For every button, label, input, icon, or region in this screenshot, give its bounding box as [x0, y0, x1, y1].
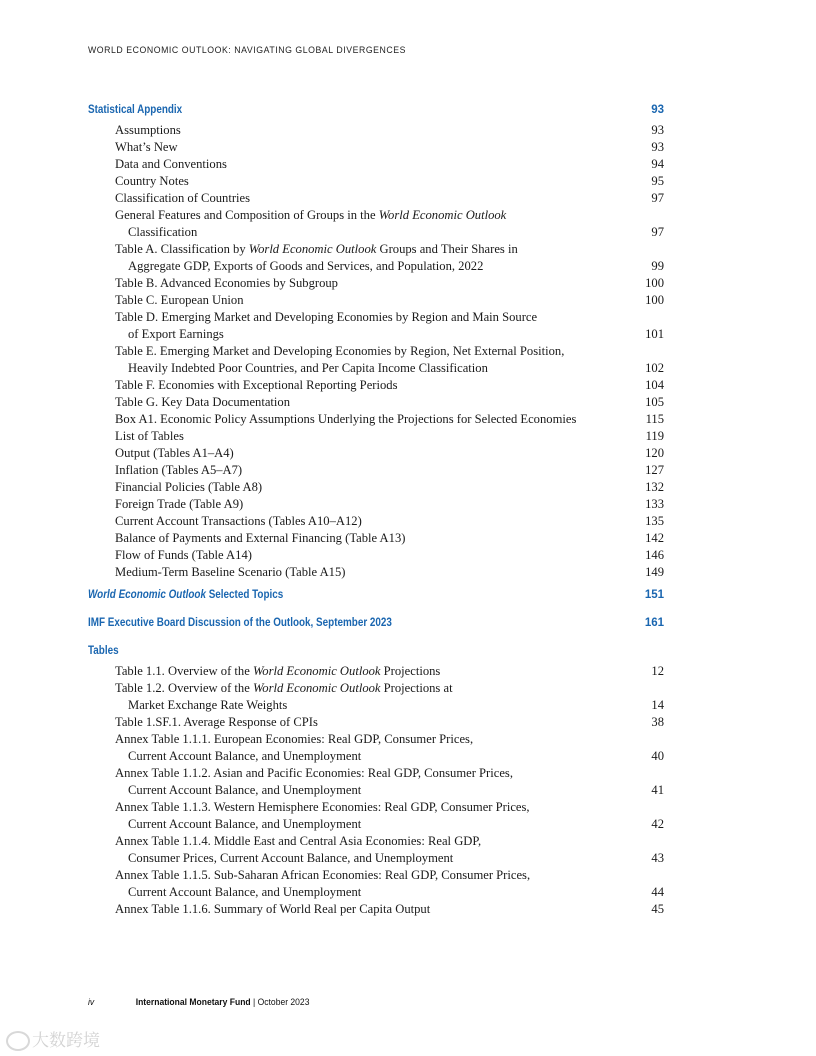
toc-entry-page-number: 94 [651, 157, 664, 171]
toc-entry-page-number: 120 [645, 446, 664, 460]
toc-entry-continuation: Market Exchange Rate Weights [128, 698, 288, 712]
toc-entry-text [115, 547, 624, 564]
toc-entry-text [115, 680, 624, 714]
running-head: WORLD ECONOMIC OUTLOOK: NAVIGATING GLOBAL DIVERGENCES [88, 45, 407, 56]
toc-entry-text [115, 663, 624, 680]
toc-entry-text [115, 462, 624, 479]
toc-entry-continuation: of Export Earnings [128, 327, 224, 341]
toc-entry-text [115, 867, 624, 901]
toc-entry-line [115, 663, 584, 680]
toc-entry[interactable] [88, 275, 664, 292]
toc-entry-continuation: Consumer Prices, Current Account Balance, and Unemployment [128, 851, 454, 865]
toc-entry[interactable] [88, 547, 664, 564]
toc-entry-text [115, 564, 624, 581]
toc-entry-page-number: 104 [645, 378, 664, 392]
toc-entry-text [115, 833, 624, 867]
toc-entry-continuation: Current Account Balance, and Unemployment [128, 749, 362, 763]
toc-entry[interactable] [88, 663, 664, 680]
toc-entry[interactable] [88, 799, 664, 833]
toc-entry-line: Table E. Emerging Market and Developing Economies by Region, Net External Position, [115, 344, 565, 358]
toc-entry[interactable] [88, 292, 664, 309]
toc-entry-line: Annex Table 1.1.5. Sub-Saharan African Economies: Real GDP, Consumer Prices, [115, 868, 531, 882]
toc-entry-page-number: 135 [645, 514, 664, 528]
toc-entry[interactable] [88, 680, 664, 714]
toc-entry-text [115, 496, 624, 513]
toc-entry[interactable] [88, 564, 664, 581]
toc-entry-text [115, 309, 624, 343]
toc-entry-page-number: 101 [645, 327, 664, 341]
toc-entry-line: Country Notes [115, 174, 189, 188]
toc-entry[interactable] [88, 394, 664, 411]
toc-entry[interactable] [88, 867, 664, 901]
watermark-logo-icon [6, 1031, 30, 1051]
page-footer [88, 997, 309, 1008]
toc-entry-text [115, 428, 624, 445]
statistical-appendix-entries [88, 122, 664, 581]
toc-entry-text [115, 530, 624, 547]
toc-entry-text [115, 207, 624, 241]
toc-entry-line: List of Tables [115, 429, 184, 443]
toc-entry-text [115, 714, 624, 731]
toc-entry-page-number: 149 [645, 565, 664, 579]
toc-entry-line: Data and Conventions [115, 157, 227, 171]
toc-entry-text [115, 190, 624, 207]
toc-entry-text [115, 343, 624, 377]
section-page-number: 161 [644, 617, 664, 629]
toc-entry[interactable] [88, 901, 664, 918]
toc-entry-text [115, 731, 624, 765]
toc-entry-line [115, 680, 584, 697]
toc-entry-page-number: 45 [651, 902, 664, 916]
toc-entry[interactable] [88, 343, 664, 377]
toc-entry-continuation: Current Account Balance, and Unemployment [128, 885, 362, 899]
section-heading-statistical-appendix[interactable] [88, 100, 664, 120]
toc-entry[interactable] [88, 513, 664, 530]
toc-entry-text [115, 799, 624, 833]
toc-entry-continuation: Classification [128, 225, 198, 239]
toc-entry[interactable] [88, 122, 664, 139]
section-title: Statistical Appendix [88, 104, 183, 116]
toc-entry-page-number: 93 [651, 140, 664, 154]
toc-entry-page-number: 95 [651, 174, 664, 188]
toc-entry-page-number: 132 [645, 480, 664, 494]
toc-entry[interactable] [88, 530, 664, 547]
toc-entry[interactable] [88, 731, 664, 765]
toc-entry-page-number: 133 [645, 497, 664, 511]
toc-entry-page-number: 97 [651, 191, 664, 205]
toc-entry-line: What’s New [115, 140, 178, 154]
toc-entry-line: Box A1. Economic Policy Assumptions Underlying the Projections for Selected Economies [115, 412, 577, 426]
section-heading-board-discussion[interactable] [88, 613, 664, 633]
toc-entry-page-number: 100 [645, 293, 664, 307]
toc-entry[interactable] [88, 411, 664, 428]
toc-entry-text-part: Projections at [380, 681, 453, 695]
toc-entry-page-number: 102 [645, 361, 664, 375]
toc-entry-text [115, 156, 624, 173]
toc-entry-line: Table G. Key Data Documentation [115, 395, 291, 409]
toc-entry-line: Annex Table 1.1.3. Western Hemisphere Economies: Real GDP, Consumer Prices, [115, 800, 530, 814]
toc-entry-page-number: 41 [651, 783, 664, 797]
toc-entry-page-number: 97 [651, 225, 664, 239]
toc-entry-line: Annex Table 1.1.2. Asian and Pacific Economies: Real GDP, Consumer Prices, [115, 766, 513, 780]
toc-entry-line: Table D. Emerging Market and Developing Economies by Region and Main Source [115, 310, 538, 324]
toc-entry-line: Flow of Funds (Table A14) [115, 548, 252, 562]
toc-entry-text-part: Table 1.1. Overview of the [115, 664, 253, 678]
toc-entry-text [115, 765, 624, 799]
page-folio: iv [88, 997, 95, 1008]
toc-entry[interactable] [88, 765, 664, 799]
section-title-rest: Selected Topics [205, 589, 284, 601]
section-title [88, 585, 283, 605]
toc-entry-text [115, 394, 624, 411]
section-title: Tables [88, 645, 119, 657]
toc-entry-page-number: 38 [651, 715, 664, 729]
toc-entry-text [115, 411, 624, 428]
toc-entry[interactable] [88, 173, 664, 190]
toc-entry-text [115, 241, 624, 275]
toc-entry-italic-title: World Economic Outlook [248, 242, 377, 256]
toc-entry-text-part: Projections [380, 664, 441, 678]
toc-entry-line: Table B. Advanced Economies by Subgroup [115, 276, 338, 290]
footer-separator: | [250, 997, 258, 1008]
toc-entry-text-part: Table A. Classification by [115, 242, 249, 256]
toc-entry-line: Annex Table 1.1.6. Summary of World Real per Capita Output [115, 902, 431, 916]
toc-entry-line: Table 1.SF.1. Average Response of CPIs [115, 715, 318, 729]
toc-entry[interactable] [88, 445, 664, 462]
toc-entry[interactable] [88, 479, 664, 496]
watermark [6, 1026, 100, 1051]
toc-entry[interactable] [88, 309, 664, 343]
toc-entry-page-number: 14 [651, 698, 664, 712]
toc-entry-line: Annex Table 1.1.4. Middle East and Central Asia Economies: Real GDP, [115, 834, 482, 848]
toc-entry-text-part: Groups and Their Shares in [376, 242, 518, 256]
toc-entry-text [115, 292, 624, 309]
toc-entry-page-number: 99 [651, 259, 664, 273]
toc-entry[interactable] [88, 428, 664, 445]
toc-entry-text-part: Table 1.2. Overview of the [115, 681, 253, 695]
toc-entry-italic-title: World Economic Outlook [252, 681, 381, 695]
toc-entry[interactable] [88, 833, 664, 867]
toc-entry-line [115, 207, 584, 224]
toc-entry-line: Classification of Countries [115, 191, 251, 205]
toc-entry[interactable] [88, 377, 664, 394]
toc-entry-page-number: 12 [651, 664, 664, 678]
toc-entry-text [115, 139, 624, 156]
toc-entry-line: Financial Policies (Table A8) [115, 480, 263, 494]
watermark-text: 大数跨境 [32, 1031, 100, 1051]
toc-entry[interactable] [88, 714, 664, 731]
toc-entry-line: Output (Tables A1–A4) [115, 446, 234, 460]
section-heading-tables [88, 641, 664, 661]
toc-entry-text-part: General Features and Composition of Groups in the [115, 208, 379, 222]
toc-entry-page-number: 43 [651, 851, 664, 865]
toc-entry-line: Annex Table 1.1.1. European Economies: Real GDP, Consumer Prices, [115, 732, 474, 746]
tables-entries [88, 663, 664, 918]
toc-entry[interactable] [88, 207, 664, 241]
toc-entry-line: Table F. Economies with Exceptional Reporting Periods [115, 378, 398, 392]
toc-entry-line: Current Account Transactions (Tables A10–A12) [115, 514, 362, 528]
section-title: IMF Executive Board Discussion of the Outlook, September 2023 [88, 617, 392, 629]
footer-organization: International Monetary Fund [135, 997, 251, 1008]
toc-entry[interactable] [88, 241, 664, 275]
toc-entry-page-number: 115 [645, 412, 664, 426]
footer-date: October 2023 [257, 997, 310, 1008]
toc-entry[interactable] [88, 156, 664, 173]
toc-entry-continuation: Aggregate GDP, Exports of Goods and Services, and Population, 2022 [128, 259, 484, 273]
toc-entry-line: Assumptions [115, 123, 181, 137]
toc-entry-line: Medium-Term Baseline Scenario (Table A15) [115, 565, 346, 579]
toc-entry[interactable] [88, 139, 664, 156]
toc-entry-page-number: 127 [645, 463, 664, 477]
toc-entry[interactable] [88, 496, 664, 513]
section-page-number: 93 [651, 104, 664, 116]
toc-entry-text [115, 377, 624, 394]
toc-entry-line [115, 241, 584, 258]
section-page-number: 151 [644, 589, 664, 601]
toc-entry-continuation: Heavily Indebted Poor Countries, and Per Capita Income Classification [128, 361, 488, 375]
toc-entry-line: Inflation (Tables A5–A7) [115, 463, 243, 477]
toc-entry-page-number: 40 [651, 749, 664, 763]
toc-entry-continuation: Current Account Balance, and Unemployment [128, 817, 362, 831]
toc-entry[interactable] [88, 190, 664, 207]
toc-entry-page-number: 119 [645, 429, 664, 443]
toc-entry-line: Foreign Trade (Table A9) [115, 497, 244, 511]
toc-entry-italic-title: World Economic Outlook [252, 664, 381, 678]
toc-entry-text [115, 479, 624, 496]
toc-entry-text [115, 513, 624, 530]
toc-entry-page-number: 146 [645, 548, 664, 562]
section-title-italic: World Economic Outlook [88, 589, 206, 601]
toc-entry-page-number: 93 [651, 123, 664, 137]
section-heading-selected-topics[interactable] [88, 585, 664, 605]
toc-entry-page-number: 44 [651, 885, 664, 899]
toc-entry-text [115, 122, 624, 139]
toc-entry-line: Table C. European Union [115, 293, 244, 307]
toc-entry-italic-title: World Economic Outlook [378, 208, 507, 222]
toc-entry-page-number: 42 [651, 817, 664, 831]
toc-entry-page-number: 100 [645, 276, 664, 290]
toc-entry[interactable] [88, 462, 664, 479]
toc-entry-text [115, 173, 624, 190]
toc-entry-text [115, 275, 624, 292]
toc-entry-line: Balance of Payments and External Financing (Table A13) [115, 531, 406, 545]
toc-entry-text [115, 901, 624, 918]
toc-entry-text [115, 445, 624, 462]
toc-entry-page-number: 142 [645, 531, 664, 545]
toc-entry-page-number: 105 [645, 395, 664, 409]
table-of-contents [88, 100, 664, 918]
toc-entry-continuation: Current Account Balance, and Unemployment [128, 783, 362, 797]
